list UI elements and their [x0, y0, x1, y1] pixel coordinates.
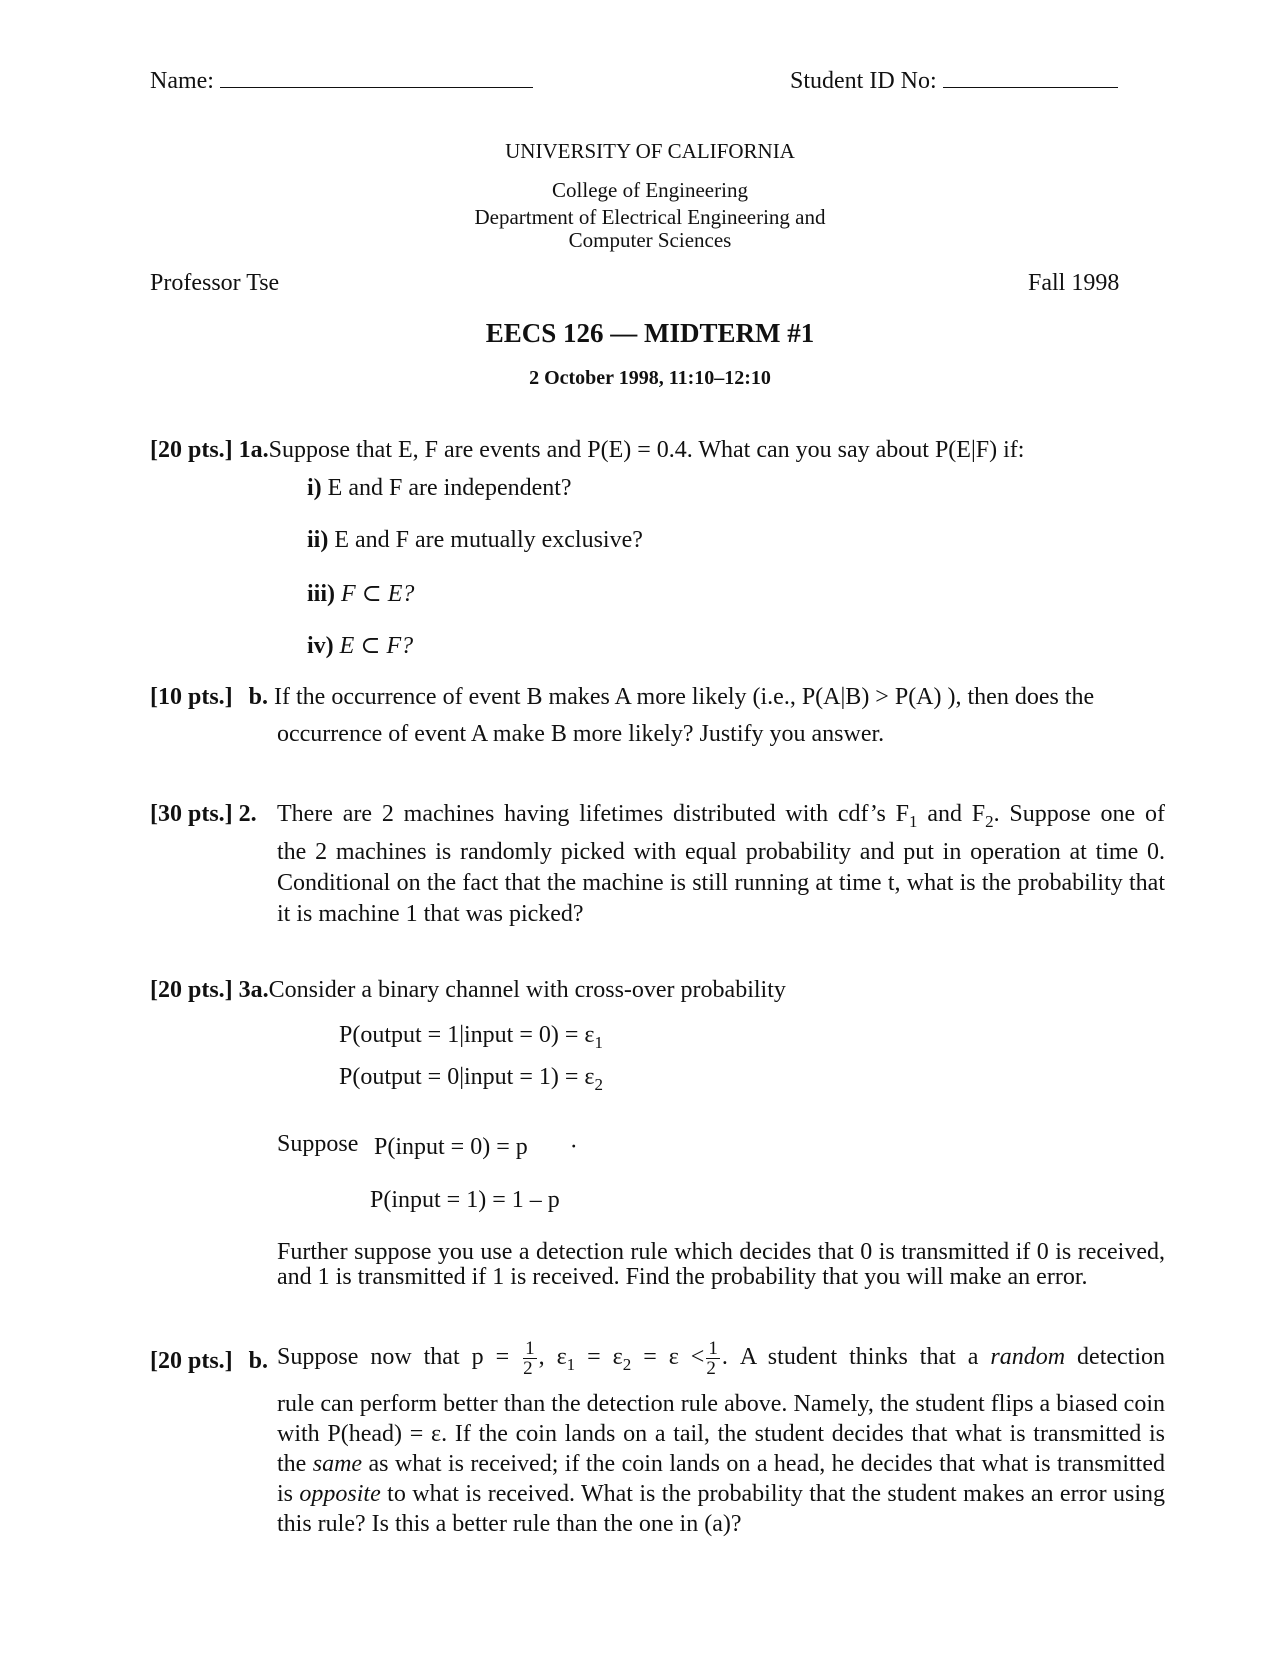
- problem-1b-points: [10 pts.]: [150, 684, 233, 710]
- name-blank-line: [220, 83, 533, 88]
- item-label: iii): [307, 581, 335, 607]
- problem-1a-label: 1a.: [238, 437, 269, 463]
- student-id-field: [790, 68, 1118, 95]
- problem-2-text: [277, 799, 1165, 930]
- term: Fall 1998: [1028, 270, 1120, 296]
- college-name: College of Engineering: [552, 178, 748, 202]
- problem-3b-body: rule can perform better than the detection rule above. Namely, the student flips a biased coin with P(head) = ε. If the coin lands on a tail, the student decides that what is transmitted is the same as what is received; if the coin lands on a head, he decides that what is transmitted is opposite to what is received. What is the probability that the student makes an error using this rule? Is this a better rule than the one in (a)?: [277, 1391, 1165, 1537]
- name-label: Name:: [150, 68, 214, 94]
- problem-3b-label: b.: [248, 1348, 269, 1374]
- problem-3b-text: [277, 1333, 1165, 1539]
- problem-3a-further: Further suppose you use a detection rule which decides that 0 is transmitted if 0 is received, and 1 is transmitted if 1 is received. Find the probability that you will make an error.: [277, 1239, 1165, 1290]
- suppose-label: Suppose: [277, 1131, 359, 1157]
- item-label: i): [307, 475, 322, 501]
- problem-1b-header: [150, 684, 1094, 711]
- exam-date: 2 October 1998, 11:10–12:10: [529, 367, 771, 389]
- problem-1b-line-2: occurrence of event A make B more likely? Justify you answer.: [277, 721, 885, 747]
- problem-2-line-1: There are 2 machines having lifetimes distributed with cdf’s $F_1$ and $F_2$. Suppose one of: [277, 801, 1166, 831]
- student-id-blank-line: [943, 83, 1118, 88]
- problem-3b-points: [20 pts.]: [150, 1348, 233, 1374]
- department-line-2: Computer Sciences: [568, 228, 732, 252]
- problem-1a-item-ii: [307, 527, 643, 554]
- problem-3a-intro: Consider a binary channel with cross-over probability: [268, 977, 786, 1003]
- fraction-one-half-2: $\frac{1}{2}$: [706, 1337, 718, 1379]
- problem-3b-line-1: Suppose now that p = $\frac{1}{2}$ , $\varepsilon_1 = \varepsilon_2 = \varepsilon$ < $\frac{1}{2}$ . A student thinks that a random detection: [277, 1337, 1166, 1379]
- problem-1a-item-iii: [307, 579, 414, 608]
- equation-crossover-1: P(output = 1|input = $0) = \varepsilon_1$: [339, 1022, 603, 1052]
- problem-2-points: [30 pts.]: [150, 801, 233, 827]
- problem-1a-intro: Suppose that E, F are events and P(E) = 0.4. What can you say about P(E|F) if:: [268, 437, 1025, 463]
- equation-prior-0: P(input = 0) = p ·: [374, 1134, 578, 1160]
- university-name: UNIVERSITY OF CALIFORNIA: [505, 139, 795, 163]
- fraction-one-half: $\frac{1}{2}$: [523, 1337, 535, 1379]
- equation-crossover-2: P(output = 0|input = $1) = \varepsilon_2$: [339, 1064, 603, 1094]
- problem-2-points-label: [150, 801, 257, 828]
- equation-prior-1: P(input = 1) = 1 – p: [370, 1187, 560, 1213]
- problem-1a-points: [20 pts.]: [150, 437, 233, 463]
- problem-1a-header: [150, 437, 1024, 464]
- problem-1b-line-1: If the occurrence of event B makes A more likely (i.e., P(A|B) > P(A) ), then does the: [274, 684, 1095, 710]
- name-field: [150, 68, 533, 95]
- problem-3a-points: [20 pts.]: [150, 977, 233, 1003]
- item-text: E and F are independent?: [327, 475, 572, 501]
- department-line-1: Department of Electrical Engineering and: [474, 205, 826, 229]
- student-id-label: Student ID No:: [790, 68, 937, 94]
- problem-2-body: the 2 machines is randomly picked with equal probability and put in operation at time 0. Conditional on the fact that the machine is still running at time t, what is the probability that it is machine 1 that was picked?: [277, 839, 1165, 927]
- professor-name: Professor Tse: [150, 270, 280, 296]
- problem-2-label: 2.: [238, 801, 257, 827]
- problem-3a-header: [150, 977, 786, 1004]
- problem-1a-item-i: [307, 475, 572, 502]
- problem-1a-item-iv: [307, 631, 413, 660]
- exam-title: EECS 126 — MIDTERM #1: [485, 318, 815, 348]
- item-text: F ⊂ E?: [341, 581, 415, 607]
- problem-1b-label: b.: [248, 684, 269, 710]
- item-label: ii): [307, 527, 329, 553]
- problem-3b-points-label: [150, 1348, 268, 1375]
- item-text: E and F are mutually exclusive?: [334, 527, 643, 553]
- item-label: iv): [307, 633, 334, 659]
- problem-3a-label: 3a.: [238, 977, 269, 1003]
- item-text: E ⊂ F?: [339, 633, 414, 659]
